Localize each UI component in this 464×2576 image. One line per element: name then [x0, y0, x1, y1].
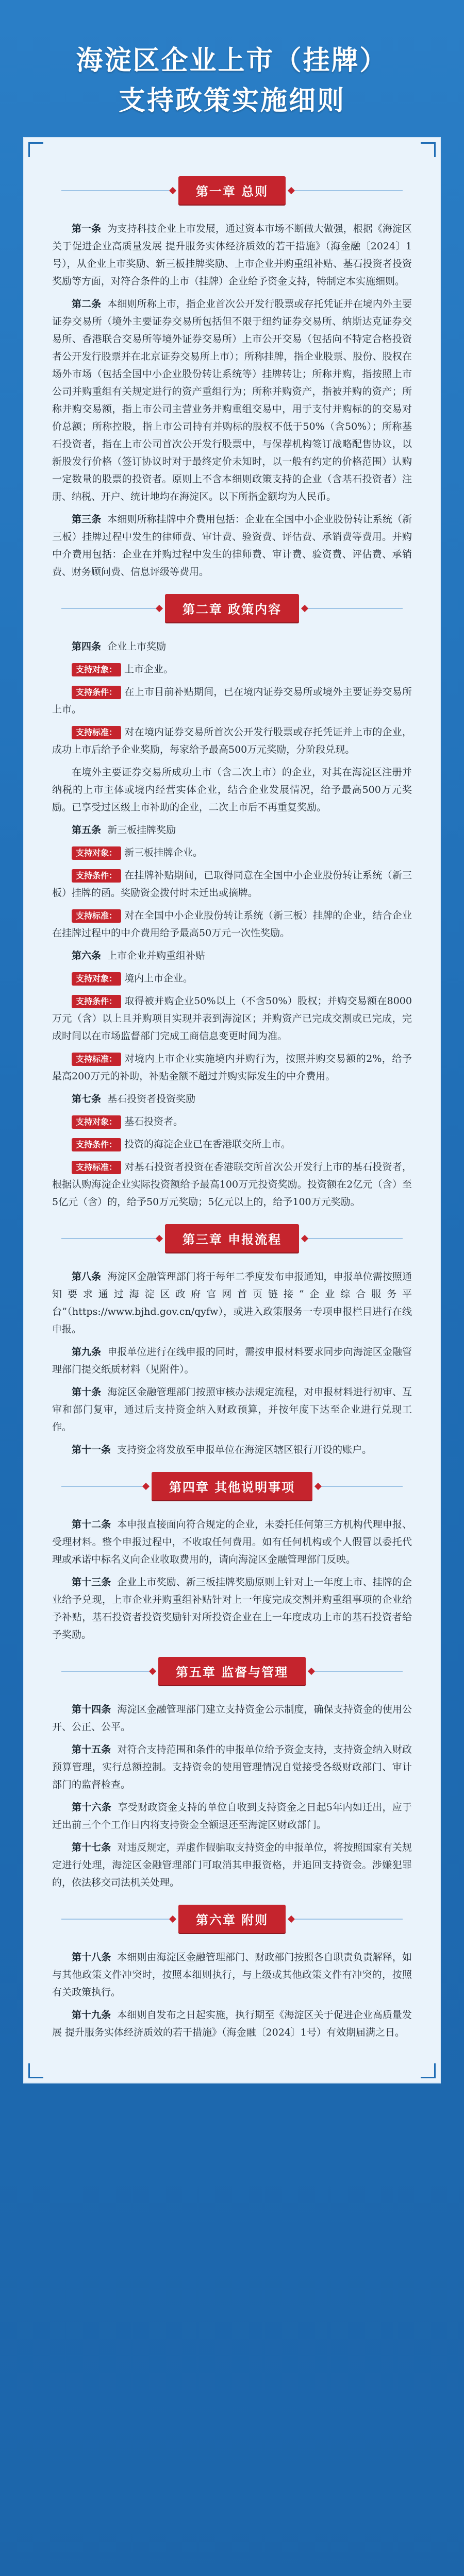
article: [52, 821, 412, 839]
article-label: 第五条: [72, 824, 102, 836]
article-label: 第十四条: [72, 1704, 111, 1715]
article-label: 第十六条: [72, 1802, 112, 1813]
article-label: 第十条: [72, 1386, 102, 1398]
chapter-heading: [52, 594, 412, 622]
article: [52, 2006, 412, 2041]
chapter-title: 第五章 监督与管理: [158, 1657, 306, 1685]
support-item: [52, 1158, 412, 1211]
divider: [61, 1671, 149, 1672]
support-text: 取得被并购企业50%以上（不含50%）股权；并购交易额在8000万元（含）以上且并购项目实现并表到海淀区；并购资产已完成交割或已完成，完成时间以在市场监督部门完成工商信息变更时间为准。: [52, 995, 412, 1042]
article: [52, 1839, 412, 1891]
support-item: [52, 970, 412, 987]
chapter-heading: [52, 176, 412, 205]
support-text: 投资的海淀企业已在香港联交所上市。: [124, 1139, 291, 1150]
support-item: [52, 683, 412, 718]
article-label: 第八条: [72, 1271, 102, 1282]
support-item: [52, 723, 412, 758]
article-text: 基石投资者投资奖励: [107, 1093, 196, 1105]
support-standard-tag: 支持标准：: [72, 909, 121, 923]
article-text: 对违反规定，弄虚作假骗取支持资金的申报单位，将按照国家有关规定进行处理，海淀区金融管理部门可取消其申报资格，并追回支持资金。涉嫌犯罪的，依法移交司法机关处理。: [52, 1842, 412, 1888]
chapter-title: 第四章 其他说明事项: [152, 1472, 312, 1500]
article: [52, 947, 412, 964]
support-item: [52, 907, 412, 942]
article-text: 本细则所称挂牌中介费用包括：企业在全国中小企业股份转让系统（新三板）挂牌过程中发生的律师费、审计费、验资费、评估费、承销费等费用。并购中介费用包括：企业在并购过程中发生的律师费、审计费、验资费、评估费、承销费、财务顾问费、信息评级等费用。: [52, 514, 412, 578]
support-condition-tag: 支持条件：: [72, 686, 121, 699]
article: [52, 1268, 412, 1338]
chapter-title: 第二章 政策内容: [165, 594, 299, 622]
article-text: 上市企业并购重组补贴: [107, 950, 206, 961]
divider: [61, 1486, 142, 1487]
article-text: 企业上市奖励: [107, 641, 167, 652]
article-text: 支持资金将发放至申报单位在海淀区辖区银行开设的账户。: [117, 1444, 372, 1455]
article: [52, 1799, 412, 1834]
page-title-line-2: 支持政策实施细则: [118, 87, 345, 116]
support-condition-tag: 支持条件：: [72, 995, 121, 1008]
article: [52, 1516, 412, 1568]
divider: [295, 190, 403, 191]
support-text: 对境内上市企业实施境内并购行为，按照并购交易额的2%，给予最高200万元的补助，补贴金额不超过并购实际发生的中介费用。: [52, 1053, 412, 1082]
support-text: 在上市目前补贴期间，已在境内证券交易所或境外主要证券交易所上市。: [52, 686, 412, 715]
divider: [61, 608, 156, 609]
divider: [308, 608, 403, 609]
corner-ornament: [421, 142, 436, 157]
article-label: 第三条: [72, 514, 102, 525]
divider: [322, 1486, 403, 1487]
chapter-title: 第一章 总则: [178, 176, 286, 205]
support-standard-tag: 支持标准：: [72, 1161, 121, 1174]
article-text: 海淀区金融管理部门建立支持资金公示制度，确保支持资金的使用公开、公正、公平。: [52, 1704, 412, 1733]
corner-ornament: [421, 2063, 436, 2078]
article-label: 第四条: [72, 641, 102, 652]
article-label: 第十二条: [72, 1519, 111, 1530]
article-text: 享受财政资金支持的单位自收到支持资金之日起5年内如迁出，应于迁出前三个个工作日内将支持资金全额退还至海淀区财政部门。: [52, 1802, 412, 1831]
support-object-tag: 支持对象：: [72, 846, 121, 860]
support-object-tag: 支持对象：: [72, 1115, 121, 1129]
article-label: 第十一条: [72, 1444, 111, 1455]
support-item: [52, 992, 412, 1045]
article-text: 申报单位进行在线申报的同时，需按申报材料要求同步向海淀区金融管理部门提交纸质材料（见附件）。: [52, 1346, 412, 1375]
article-text: 对符合支持范围和条件的申报单位给予资金支持，支持资金纳入财政预算管理，实行总额控制。支持资金的使用管理情况自觉接受各级财政部门、审计部门的监督检查。: [52, 1744, 412, 1790]
support-item: [52, 1113, 412, 1130]
support-item: [52, 844, 412, 861]
support-text: 对在全国中小企业股份转让系统（新三板）挂牌的企业，结合企业在挂牌过程中的中介费用给予最高50万元一次性奖励。: [52, 910, 412, 939]
article: [52, 1701, 412, 1736]
support-standard-tag: 支持标准：: [72, 1053, 121, 1066]
article-text: 海淀区金融管理部门将于每年二季度发布申报通知，申报单位需按照通知要求通过海淀区政府官网首页链接“企业综合服务平台”（https://www.bjhd.gov.cn/qyfw），或进入政策服务一专项申报栏目进行在线申报。: [52, 1271, 412, 1335]
support-text: 对在境内证券交易所首次公开发行股票或存托凭证并上市的企业，成功上市后给予企业奖励，每家给予最高500万元奖励，分阶段兑现。: [52, 726, 412, 755]
support-text: 在挂牌补贴期间，已取得同意在全国中小企业股份转让系统（新三板）挂牌的函。奖励资金拨付时未迁出或摘牌。: [52, 870, 412, 899]
article-label: 第九条: [72, 1346, 102, 1358]
chapter-heading: [52, 1657, 412, 1685]
article-text: 企业上市奖励、新三板挂牌奖励原则上针对上一年度上市、挂牌的企业给予兑现，上市企业并购重组补贴针对上一年度完成交割并购重组事项的企业给予补贴，基石投资者投资奖励针对所投资企业在上一年度成功上市的基石投资者给予奖励。: [52, 1577, 412, 1640]
support-standard-tag: 支持标准：: [72, 726, 121, 739]
support-text: 境内上市企业。: [124, 973, 193, 984]
corner-ornament: [28, 2063, 43, 2078]
article: [52, 638, 412, 655]
support-condition-tag: 支持条件：: [72, 869, 121, 883]
support-text: 新三板挂牌企业。: [124, 847, 203, 858]
article: [52, 1573, 412, 1643]
document-body: [23, 137, 441, 2083]
chapter-heading: [52, 1905, 412, 1933]
support-item: [52, 660, 412, 678]
chapter-title: 第六章 附则: [178, 1905, 286, 1933]
article-label: 第六条: [72, 950, 102, 961]
chapter-title: 第三章 申报流程: [165, 1224, 299, 1252]
article: [52, 1383, 412, 1436]
support-item: [52, 1136, 412, 1153]
support-condition-tag: 支持条件：: [72, 1138, 121, 1151]
article: [52, 1441, 412, 1459]
article: [52, 295, 412, 505]
article: [52, 1090, 412, 1108]
article: [52, 1948, 412, 2001]
support-object-tag: 支持对象：: [72, 663, 121, 676]
support-object-tag: 支持对象：: [72, 972, 121, 986]
article-label: 第十七条: [72, 1842, 111, 1853]
divider: [61, 1238, 156, 1239]
support-text: 上市企业。: [124, 664, 174, 675]
article-text: 本细则自发布之日起实施，执行期至《海淀区关于促进企业高质量发展 提升服务实体经济质效的若干措施》（海金融〔2024〕1号）有效期届满之日。: [52, 2009, 412, 2038]
article: [52, 511, 412, 581]
divider: [61, 190, 169, 191]
divider: [61, 1919, 169, 1920]
article-text: 本细则由海淀区金融管理部门、财政部门按照各自职责负责解释，如与其他政策文件冲突时，按照本细则执行，与上级或其他政策文件有冲突的，按照有关政策执行。: [52, 1952, 412, 1998]
article: [52, 1343, 412, 1378]
article: [52, 1741, 412, 1793]
article-text: 本细则所称上市，指企业首次公开发行股票或存托凭证并在境内外主要证券交易所（境外主要证券交易所包括但不限于纽约证券交易所、纳斯达克证券交易所、香港联合交易所等境外证券交易所）上市公开交易（包括向不特定合格投资者公开发行股票并在北京证券交易所上市）；所称挂牌，指企业股票、股份、股权在场外市场（包括全国中小企业股份转让系统等）挂牌转让；所称并购，指按照上市公司并购重组有关规定进行的资产重组行为；所称并购资产，指被并购的资产；所称并购交易额，指上市公司主营业务并购重组交易中，用于支付并购标的的交易对价总额；所称控股，指上市公司持有并购标的股权不低于50%（含50%）；所称基石投资者，指在上市公司首次公开发行股票中，与保荐机构签订战略配售协议，以新股发行价格（签订协议时对于最终定价未知时，以一般有约定的价格范围）认购一定数量的股票的投资者。原则上不含本细则政策支持的企业（含基石投资者）注册、纳税、开户、统计地均在海淀区。以下所指金额均为人民币。: [52, 298, 412, 502]
support-text: 基石投资者。: [124, 1116, 184, 1127]
article-label: 第十五条: [72, 1744, 111, 1755]
chapter-heading: [52, 1472, 412, 1500]
article-text: 本申报直接面向符合规定的企业，未委托任何第三方机构代理申报、受理材料。整个申报过程中，不收取任何费用。如有任何机构或个人假冒以委托代理或承诺中标名义向企业收取费用的，请向海淀区金融管理部门反映。: [52, 1519, 412, 1565]
title-zone: [0, 0, 464, 137]
article: [52, 220, 412, 290]
divider: [308, 1238, 403, 1239]
support-item: [52, 867, 412, 902]
article-label: 第一条: [72, 223, 102, 234]
paragraph: 在境外主要证券交易所成功上市（含二次上市）的企业，对其在海淀区注册并纳税的上市主体或境内经营实体企业，结合企业发展情况，给予最高500万元奖励。已享受过区级上市补助的企业，二次上市后不再重复奖励。: [52, 767, 412, 813]
article-text: 海淀区金融管理部门按照审核办法规定流程，对申报材料进行初审、互审和部门复审，通过后支持资金纳入财政预算，并按年度下达至企业进行兑现工作。: [52, 1386, 412, 1433]
divider: [315, 1671, 403, 1672]
divider: [295, 1919, 403, 1920]
support-item: [52, 1050, 412, 1085]
article-label: 第七条: [72, 1093, 102, 1105]
article-label: 第二条: [72, 298, 102, 310]
article-label: 第十三条: [72, 1577, 111, 1588]
chapter-heading: [52, 1224, 412, 1252]
article-label: 第十八条: [72, 1952, 111, 1963]
article-label: 第十九条: [72, 2009, 111, 2021]
article-text: 为支持科技企业上市发展，通过资本市场不断做大做强，根据《海淀区关于促进企业高质量发展 提升服务实体经济质效的若干措施》（海金融〔2024〕1号），从企业上市奖励、新三板挂牌奖励、上市企业并购重组补贴、基石投资者投资奖励等方面，对符合条件的上市（挂牌）企业给予资金支持，特制定本实施细则。: [52, 223, 412, 287]
support-text: 对基石投资者投资在香港联交所首次公开发行上市的基石投资者，根据认购海淀企业实际投资额给予最高100万元投资奖励。投资额在2亿元（含）至5亿元（含）的，给予50万元奖励；5亿元以上的，给予100万元奖励。: [52, 1161, 412, 1208]
corner-ornament: [28, 142, 43, 157]
article-text: 新三板挂牌奖励: [107, 824, 176, 836]
page-title-line-1: 海淀区企业上市（挂牌）: [76, 46, 388, 76]
